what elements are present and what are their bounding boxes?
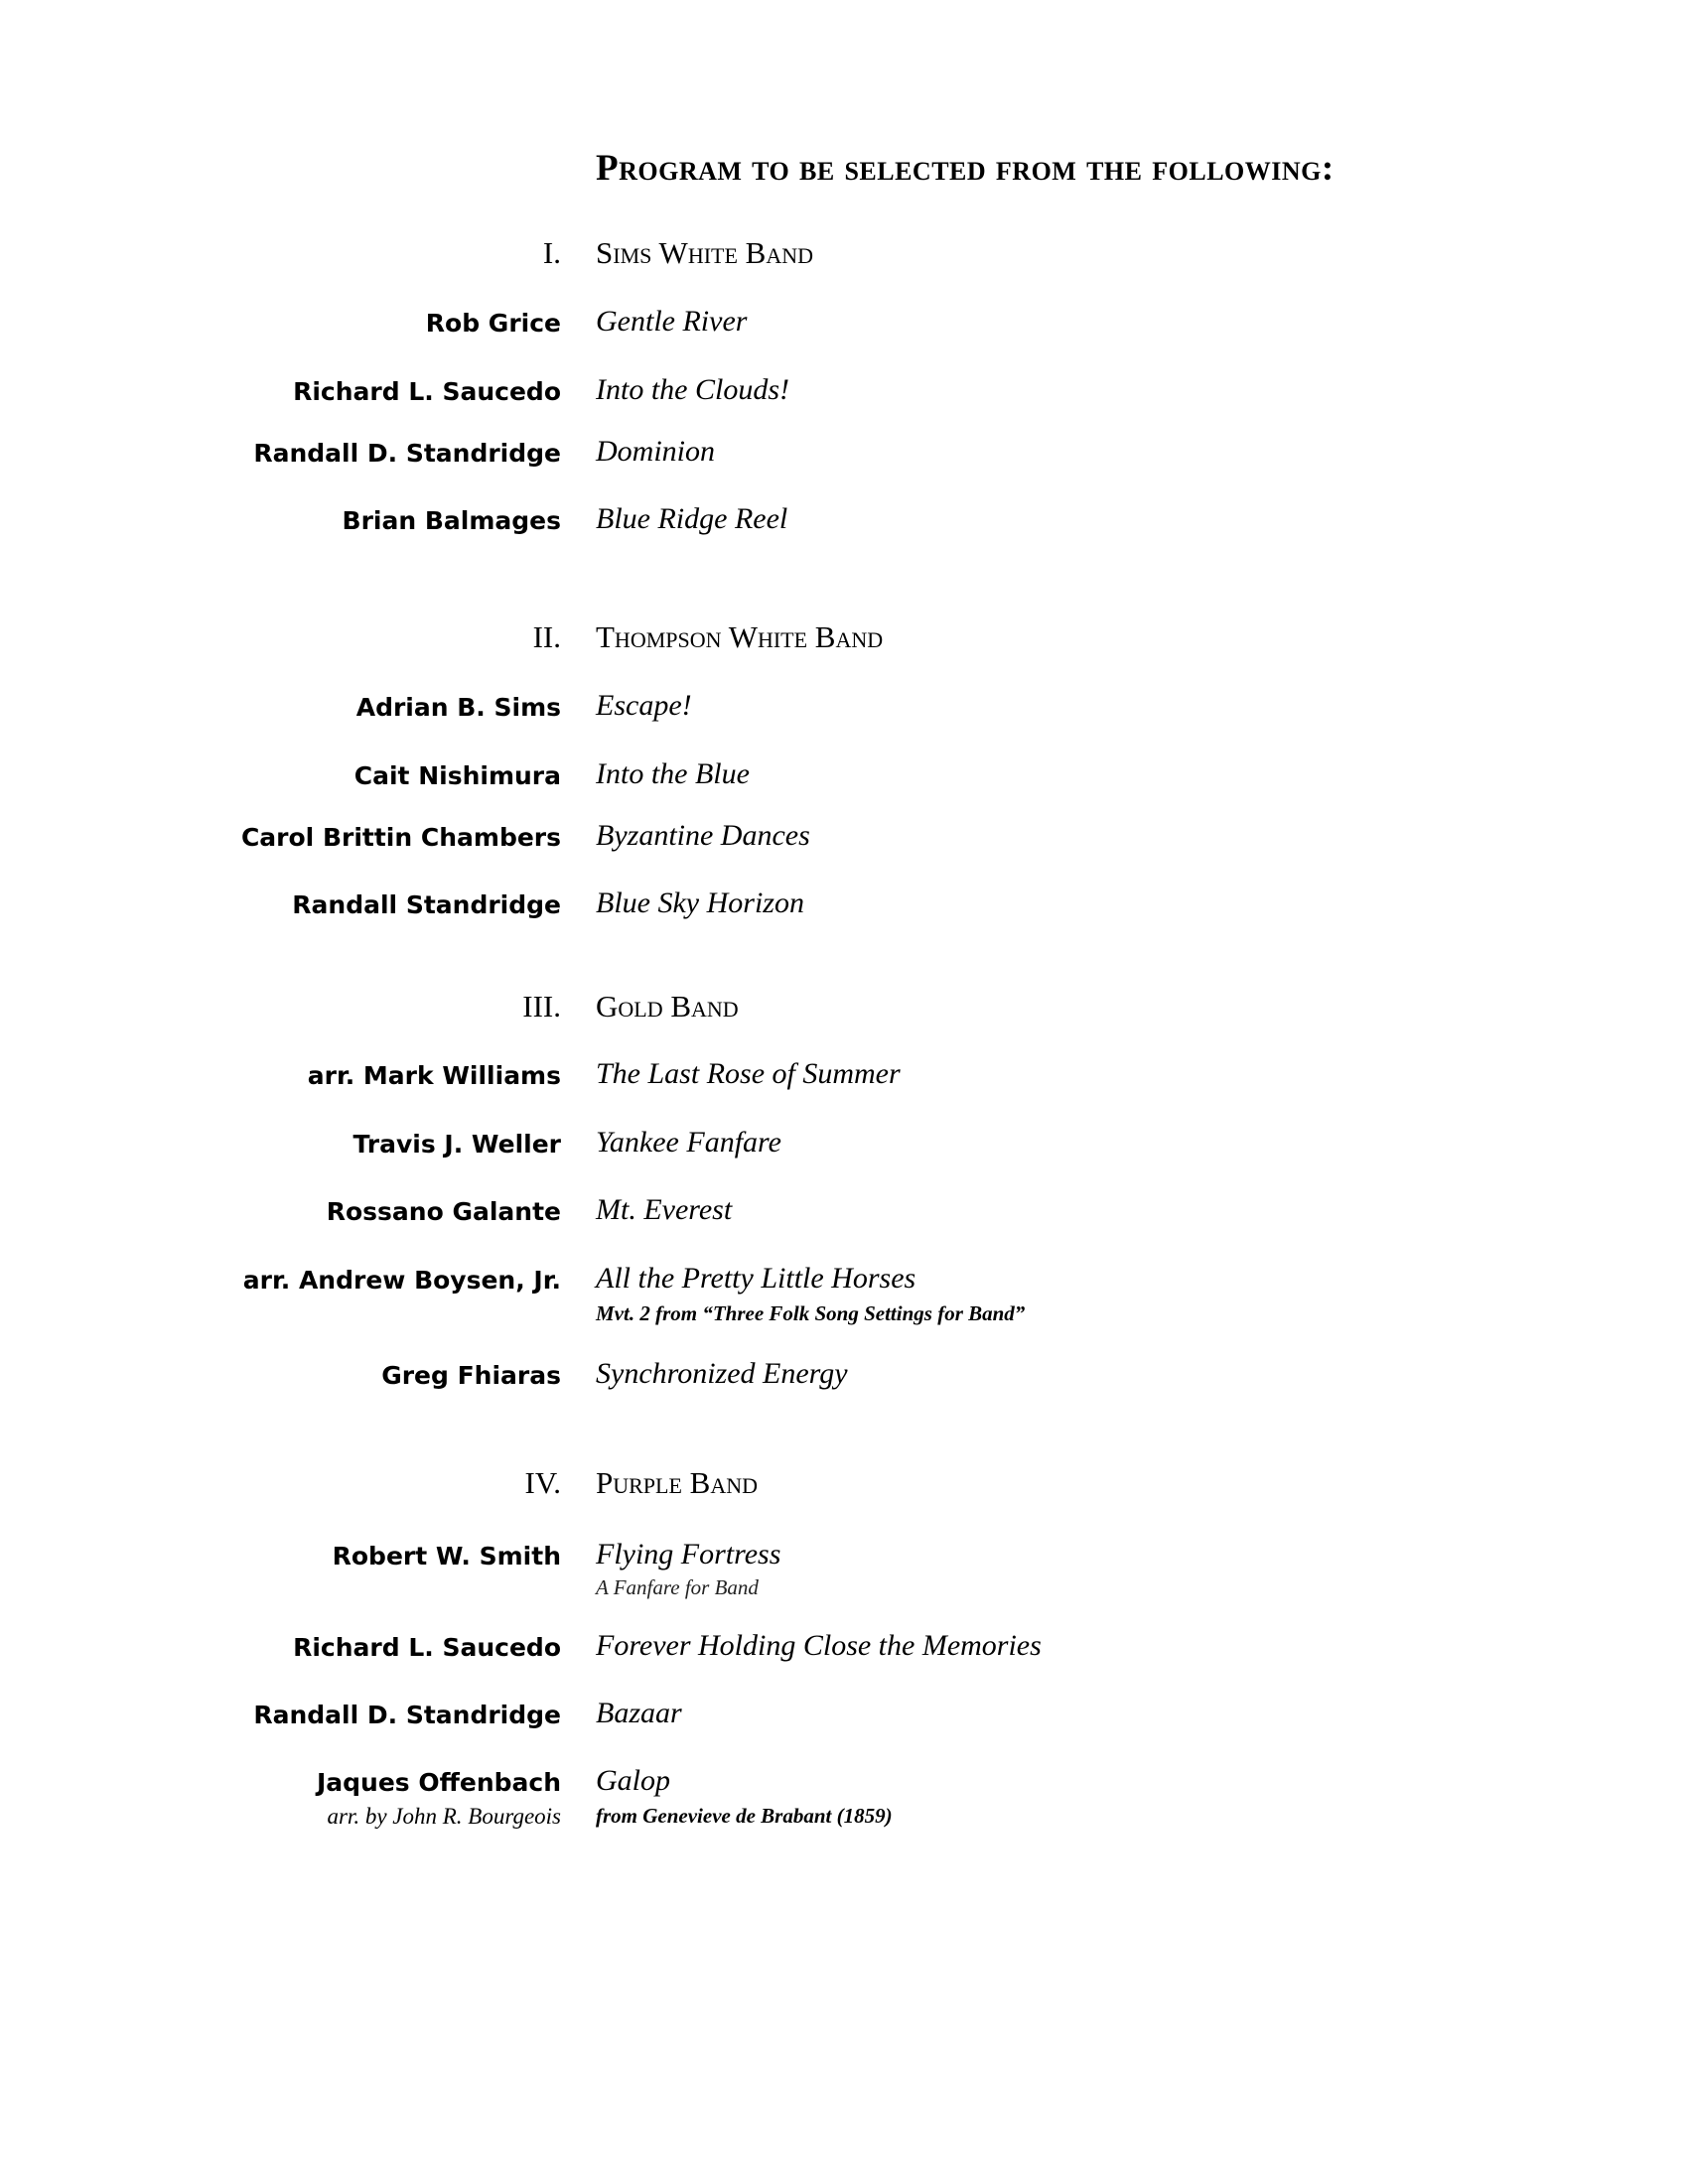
program-heading: Program to be selected from the following: <box>596 148 1335 189</box>
arranger-note: arr. by John R. Bourgeois <box>327 1804 561 1829</box>
composer-name: Cait Nishimura <box>353 761 561 790</box>
composer-name: Robert W. Smith <box>332 1542 561 1570</box>
piece-title: Byzantine Dances <box>596 819 810 852</box>
composer-name: Rossano Galante <box>326 1197 561 1226</box>
piece-title: Into the Blue <box>596 757 750 790</box>
composer-name: arr. Mark Williams <box>307 1061 561 1090</box>
piece-title: Escape! <box>596 689 692 722</box>
composer-name: Randall Standridge <box>292 890 561 919</box>
composer-name: Randall D. Standridge <box>253 1701 561 1729</box>
piece-title: Yankee Fanfare <box>596 1126 781 1159</box>
piece-subtitle: A Fanfare for Band <box>596 1575 759 1599</box>
section-numeral: III. <box>522 989 561 1024</box>
composer-name: Rob Grice <box>425 309 561 338</box>
piece-title: Galop <box>596 1764 670 1797</box>
piece-title: Dominion <box>596 435 715 468</box>
band-name: Sims White Band <box>596 235 813 270</box>
piece-title: Forever Holding Close the Memories <box>596 1629 1042 1662</box>
piece-title: Synchronized Energy <box>596 1357 848 1390</box>
piece-title: Flying Fortress <box>596 1538 781 1570</box>
composer-name: Adrian B. Sims <box>355 693 561 722</box>
piece-title: Mt. Everest <box>596 1193 733 1226</box>
section-numeral: II. <box>532 619 561 654</box>
band-name: Thompson White Band <box>596 619 884 654</box>
composer-name: arr. Andrew Boysen, Jr. <box>242 1266 561 1295</box>
composer-name: Richard L. Saucedo <box>293 377 561 406</box>
piece-title: All the Pretty Little Horses <box>596 1262 916 1295</box>
section-numeral: I. <box>542 235 561 270</box>
composer-name: Travis J. Weller <box>352 1130 561 1159</box>
piece-title: Blue Sky Horizon <box>596 887 804 919</box>
piece-title: Into the Clouds! <box>596 373 789 406</box>
piece-title: The Last Rose of Summer <box>596 1057 901 1090</box>
composer-name: Carol Brittin Chambers <box>240 823 561 852</box>
composer-name: Richard L. Saucedo <box>293 1633 561 1662</box>
piece-subtitle: from Genevieve de Brabant (1859) <box>596 1804 893 1828</box>
composer-name: Jaques Offenbach <box>316 1768 561 1797</box>
band-name: Gold Band <box>596 989 739 1024</box>
band-name: Purple Band <box>596 1465 759 1500</box>
section-numeral: IV. <box>524 1465 561 1500</box>
piece-title: Gentle River <box>596 305 748 338</box>
composer-name: Randall D. Standridge <box>253 439 561 468</box>
piece-subtitle: Mvt. 2 from “Three Folk Song Settings for Band” <box>596 1301 1026 1325</box>
piece-title: Bazaar <box>596 1697 682 1729</box>
composer-name: Greg Fhiaras <box>381 1361 561 1390</box>
piece-title: Blue Ridge Reel <box>596 502 788 535</box>
composer-name: Brian Balmages <box>342 506 561 535</box>
